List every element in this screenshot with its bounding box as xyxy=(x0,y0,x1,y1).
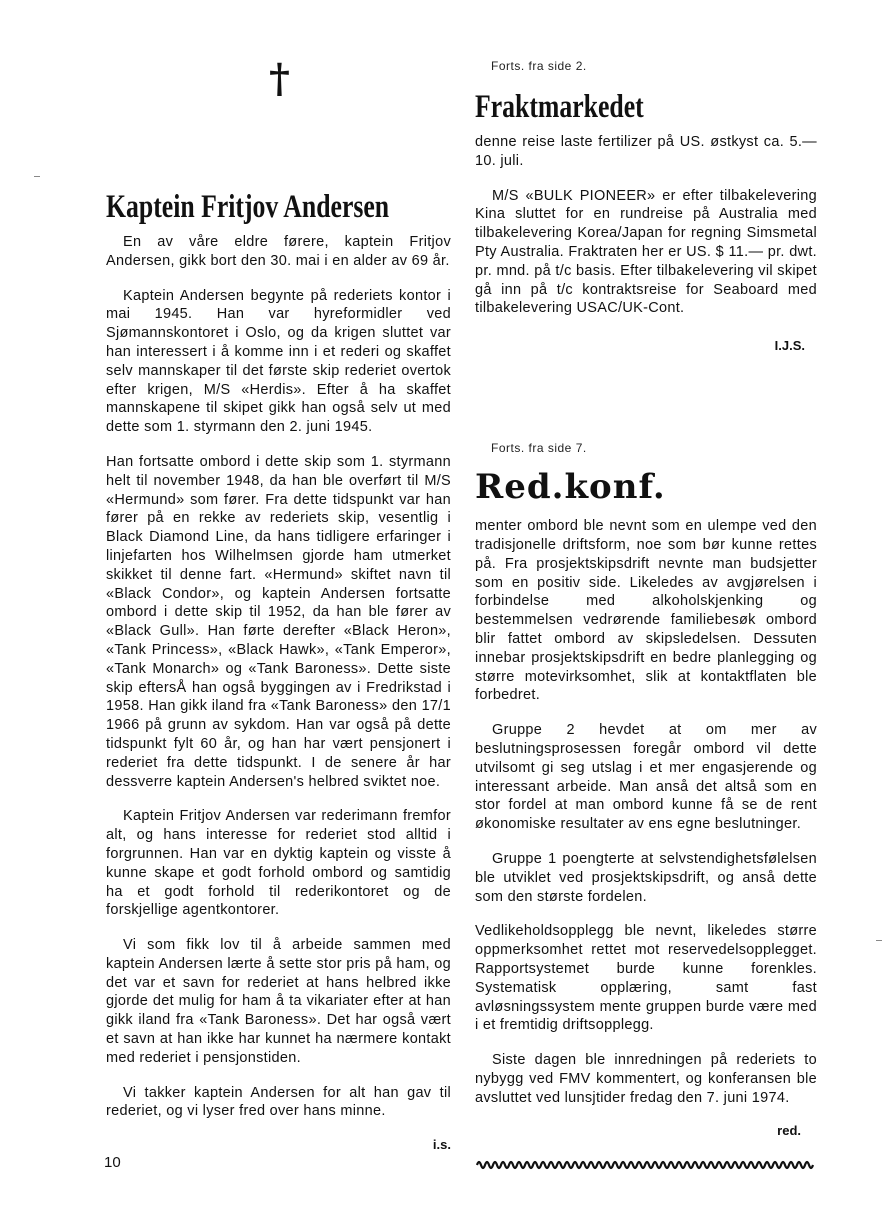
scan-mark xyxy=(34,176,40,177)
right-column xyxy=(475,55,817,1177)
fraktmarkedet-paragraph: denne reise laste fertilizer på US. østkyst ca. 5.—10. juli. xyxy=(475,134,817,169)
cross-symbol: † xyxy=(269,55,290,102)
obituary-title: Kaptein Fritjov Andersen xyxy=(106,189,390,225)
redkonf-paragraph: Gruppe 2 hevdet at om mer av beslutningsprosessen foregår ombord vil dette utvilsomt gi seg utslag i et mer engasjerende og interessant arbeide. Man anså det altså som en stor fordel at man ombord kunne få se de rent økonomiske resultater av ens egne beslutninger. xyxy=(475,722,817,833)
obituary-paragraph: En av våre eldre førere, kaptein Fritjov Andersen, gikk bort den 30. mai i en alder av 69 år. xyxy=(106,234,451,269)
wavy-divider xyxy=(475,1158,817,1172)
redkonf-signature: red. xyxy=(777,1123,801,1139)
obituary-paragraph: Kaptein Fritjov Andersen var rederimann fremfor alt, og hans interesse for rederiet stod alltid i forgrunnen. Han var en dyktig kaptein og visste å kunne skape et godt forhold ombord og samtidig ha et godt forhold til rederikontoret og de forskjellige agentkontorer. xyxy=(106,808,451,919)
scan-mark xyxy=(876,940,882,941)
continued-from-label: Forts. fra side 2. xyxy=(491,59,587,73)
redkonf-paragraph: Vedlikeholdsopplegg ble nevnt, likeledes større oppmerksomhet rettet mot reservedelsopplegget. Rapportsystemet burde kunne forenkles. Systematisk opplæring, samt fast avløsningssystem mente gruppen burde være med i et fremtidig driftsopplegg. xyxy=(475,923,817,1034)
redkonf-title: Red.konf. xyxy=(475,467,666,508)
fraktmarkedet-title: Fraktmarkedet xyxy=(475,89,644,125)
left-column xyxy=(106,55,451,1152)
redkonf-paragraph: Gruppe 1 poengterte at selvstendighetsfølelsen ble utviklet ved prosjektskipsdrift, og anså dette som den største fordelen. xyxy=(475,850,817,905)
obituary-signature: i.s. xyxy=(432,1137,451,1153)
page-number: 10 xyxy=(104,1154,121,1171)
obituary-body xyxy=(106,233,451,1121)
continued-from-label: Forts. fra side 7. xyxy=(491,441,587,456)
redkonf-paragraph: Siste dagen ble innredningen på rederiets to nybygg ved FMV kommentert, og konferansen ble avsluttet ved lunsjtider fredag den 7. juni 1974. xyxy=(475,1052,817,1106)
obituary-paragraph: Han fortsatte ombord i dette skip som 1. styrmann helt til november 1948, da han ble overført til M/S «Hermund» som fører. Fra dette tidspunkt var han fører på en rekke av rederiets skip, vesentlig i Black Diamond Line, da hans tidligere erfaringer i linjefarten hos Wilhelmsen gjorde ham utmerket skikket til denne fart. «Hermund» skiftet navn til «Black Condor», og kaptein Andersen fortsatte ombord i dette skip til 1952, da han ble fører av «Black Gull». Han førte derefter «Black Heron», «Tank Princess», «Black Hawk», «Tank Emperor», «Tank Monarch» og «Tank Baroness». Dette siste skip eftersÅ han også byggingen av i Fredrikstad i 1958. Han gikk iland fra «Tank Baroness» den 17/1 1966 på grunn av sykdom. Han var også på dette tidspunkt fylt 60 år, og han har vært pensjonert i rederiet fra dette tidspunkt. I de senere år har dessverre kaptein Andersen's helbred sviktet noe. xyxy=(106,453,451,790)
obituary-paragraph: Vi som fikk lov til å arbeide sammen med kaptein Andersen lærte å sette stor pris på ham, og det var et savn for rederiet at hans helbred ikke gjorde det mulig for ham å ta vikariater efter at han gikk iland fra «Tank Baroness». Det har også vært et savn at han ikke har kunnet ha nærmere kontakt med rederiet i pensjonstiden. xyxy=(106,937,451,1066)
fraktmarkedet-paragraph: M/S «BULK PIONEER» er efter tilbakelevering Kina sluttet for en rundreise på Australia med tilbakelevering Korea/Japan for regning Simsmetal Pty Australia. Fraktraten her er US. $ 11.— pr. dwt. pr. mnd. på t/c basis. Efter tilbakelevering vil skipet gå inn på t/c kontraktsreise for Seaboard med tilbakelevering USAC/UK-Cont. xyxy=(475,187,817,317)
fraktmarkedet-signature: I.J.S. xyxy=(774,338,805,354)
obituary-paragraph: Vi takker kaptein Andersen for alt han gav til rederiet, og vi lyser fred over hans minne. xyxy=(106,1084,451,1120)
redkonf-paragraph: menter ombord ble nevnt som en ulempe ved den tradisjonelle driftsform, noe som bør kunne rettes på. Fra prosjektskipsdrift nevnte man budsjetter som en positiv side. Likeledes av avgjørelsen i forbindelse med alkoholskjenking og bestemmelsen vedrørende familiebesøk ombord blir fattet ombord av skipsledelsen. Dessuten innebar prosjektskipsdrift en bedre planlegging og større motevirksomhet, slik at kontaktflaten ble forbedret. xyxy=(475,518,817,704)
obituary-paragraph: Kaptein Andersen begynte på rederiets kontor i mai 1945. Han var hyreformidler ved Sjømannskontoret i Oslo, og da krigen sluttet var han interessert i å komme inn i et rederi og skaffet selv mannskaper til det første skip rederiet overtok efter krigen, M/S «Herdis». Efter å ha skaffet mannskapene til skipet gikk han også selv ut med dette som 1. styrmann den 2. juni 1945. xyxy=(106,287,451,436)
